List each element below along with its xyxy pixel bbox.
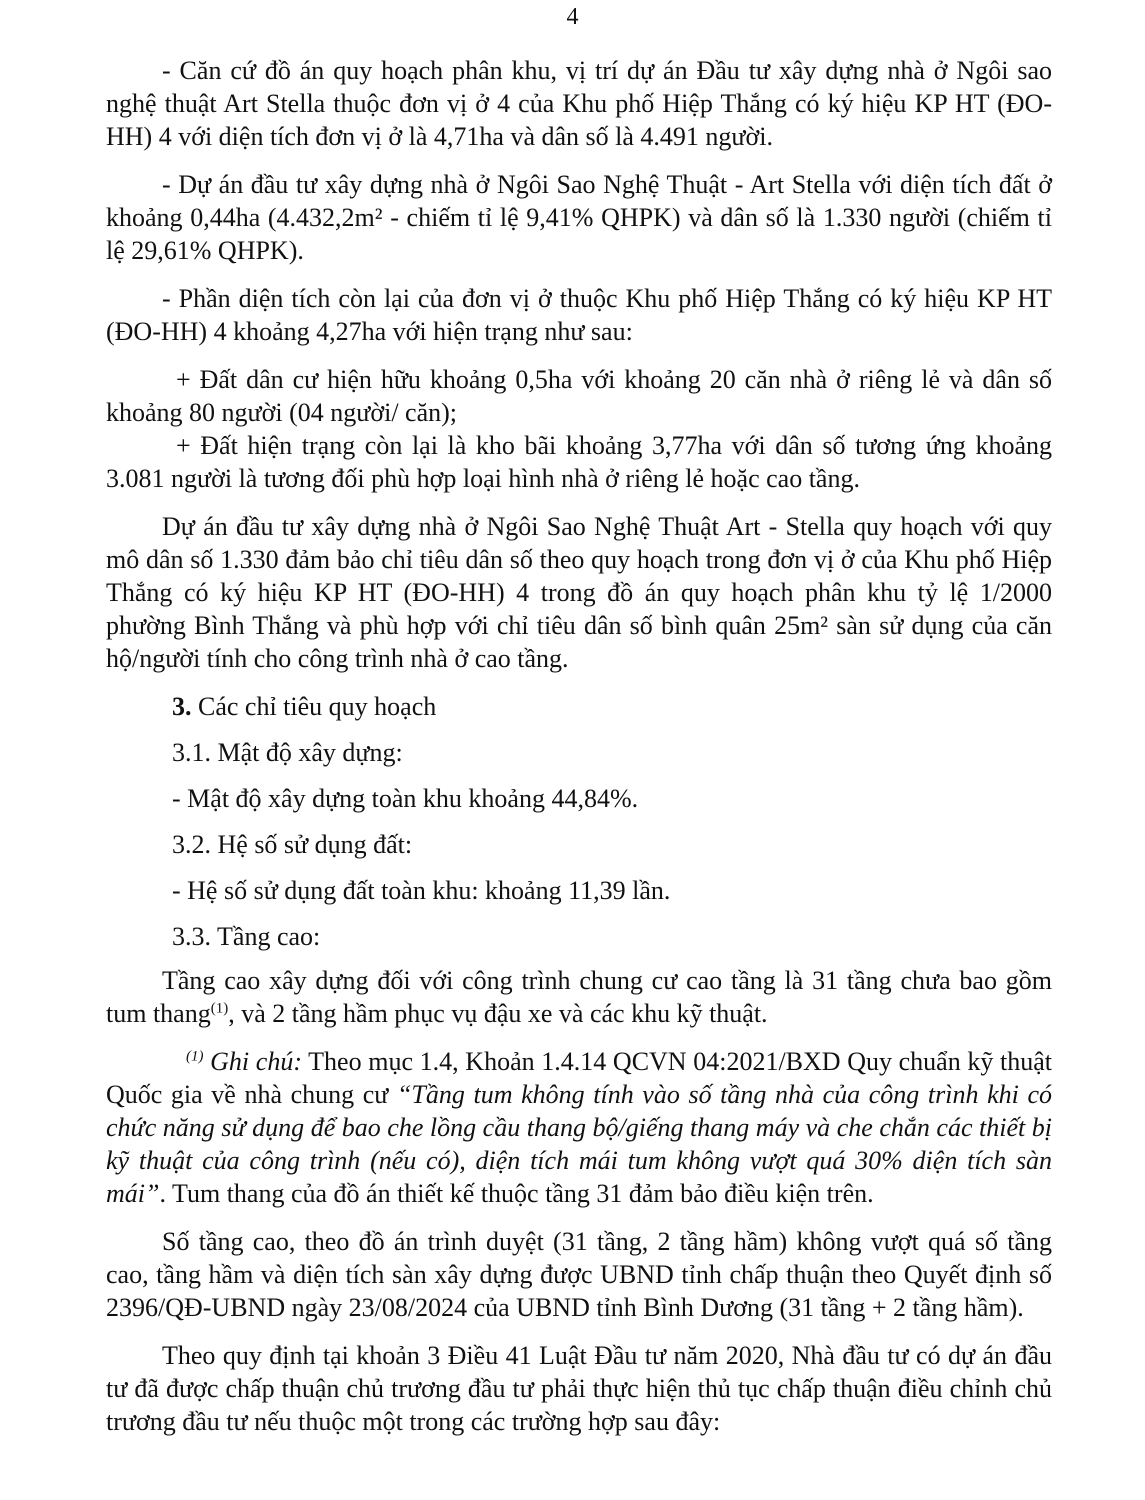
document-body	[106, 54, 1052, 1453]
section-3-heading	[106, 690, 1052, 723]
note-marker: (1)	[186, 1048, 204, 1065]
section-3-1-text: - Mật độ xây dựng toàn khu khoảng 44,84%.	[172, 784, 639, 813]
section-3-number: 3.	[172, 692, 192, 721]
note-text-b: . Tum thang của đồ án thiết kế thuộc tầng 31 đảm bảo điều kiện trên.	[159, 1179, 874, 1208]
paragraph-note	[106, 1045, 1052, 1210]
paragraph-investment-law: Theo quy định tại khoản 3 Điều 41 Luật Đầu tư năm 2020, Nhà đầu tư có dự án đầu tư đã được chấp thuận chủ trương đầu tư phải thực hiện thủ tục chấp thuận điều chỉnh chủ trương đầu tư nếu thuộc một trong các trường hợp sau đây:	[106, 1341, 1052, 1436]
footnote-ref: (1)	[210, 1000, 229, 1017]
paragraph-unit-location: - Căn cứ đồ án quy hoạch phân khu, vị trí dự án Đầu tư xây dựng nhà ở Ngôi sao nghệ thuật Art Stella thuộc đơn vị ở 4 của Khu phố Hiệp Thắng có ký hiệu KP HT (ĐO-HH) 4 với diện tích đơn vị ở là 4,71ha và dân số là 4.491 người.	[106, 56, 1052, 151]
bullet-remaining-warehouse: + Đất hiện trạng còn lại là kho bãi khoảng 3,77ha với dân số tương ứng khoảng 3.081 người là tương đối phù hợp loại hình nhà ở riêng lẻ hoặc cao tầng.	[106, 431, 1052, 493]
floor-height-text-b: , và 2 tầng hầm phục vụ đậu xe và các khu kỹ thuật.	[228, 999, 768, 1028]
note-quote: “Tầng tum không tính vào số tầng nhà của công trình khi có chức năng sử dụng để bao che lồng cầu thang bộ/giếng thang máy và che chắn các thiết bị kỹ thuật của công trình (nếu có), diện tích mái tum không vượt quá 30% diện tích sàn mái”	[106, 1080, 1052, 1208]
floor-height-text-a: Tầng cao xây dựng đối với công trình chung cư cao tầng là 31 tầng chưa bao gồm tum thang	[106, 966, 1052, 1028]
paragraph-remaining-area: - Phần diện tích còn lại của đơn vị ở thuộc Khu phố Hiệp Thắng có ký hiệu KP HT (ĐO-HH) 4 khoảng 4,27ha với hiện trạng như sau:	[106, 284, 1052, 346]
section-3-3-heading: 3.3. Tầng cao:	[172, 922, 321, 951]
note-text-a: Theo mục 1.4, Khoản 1.4.14 QCVN 04:2021/BXD Quy chuẩn kỹ thuật Quốc gia về nhà chung cư	[106, 1047, 1053, 1109]
section-3-title: Các chỉ tiêu quy hoạch	[191, 692, 437, 721]
bullet-existing-residential: + Đất dân cư hiện hữu khoảng 0,5ha với khoảng 20 căn nhà ở riêng lẻ và dân số khoảng 80 người (04 người/ căn);	[106, 365, 1052, 427]
paragraph-population-scale: Dự án đầu tư xây dựng nhà ở Ngôi Sao Nghệ Thuật Art - Stella quy hoạch với quy mô dân số 1.330 đảm bảo chỉ tiêu dân số theo quy hoạch trong đơn vị ở của Khu phố Hiệp Thắng có ký hiệu KP HT (ĐO-HH) 4 trong đồ án quy hoạch phân khu tỷ lệ 1/2000 phường Bình Thắng và phù hợp với chỉ tiêu dân số bình quân 25m² sàn sử dụng của căn hộ/người tính cho công trình nhà ở cao tầng.	[106, 512, 1052, 673]
note-label: Ghi chú:	[203, 1047, 302, 1076]
paragraph-project-area: - Dự án đầu tư xây dựng nhà ở Ngôi Sao Nghệ Thuật - Art Stella với diện tích đất ở khoảng 0,44ha (4.432,2m² - chiếm tỉ lệ 9,41% QHPK) và dân số là 1.330 người (chiếm tỉ lệ 29,61% QHPK).	[106, 170, 1052, 265]
section-3-2-text: - Hệ số sử dụng đất toàn khu: khoảng 11,39 lần.	[172, 876, 671, 905]
paragraph-approval: Số tầng cao, theo đồ án trình duyệt (31 tầng, 2 tầng hầm) không vượt quá số tầng cao, tầng hầm và diện tích sàn xây dựng được UBND tỉnh chấp thuận theo Quyết định số 2396/QĐ-UBND ngày 23/08/2024 của UBND tỉnh Bình Dương (31 tầng + 2 tầng hầm).	[106, 1227, 1052, 1322]
section-3-2-heading: 3.2. Hệ số sử dụng đất:	[172, 830, 413, 859]
section-3-1-heading: 3.1. Mật độ xây dựng:	[172, 738, 403, 767]
paragraph-floor-height	[106, 964, 1052, 1030]
page-number: 4	[566, 4, 579, 30]
